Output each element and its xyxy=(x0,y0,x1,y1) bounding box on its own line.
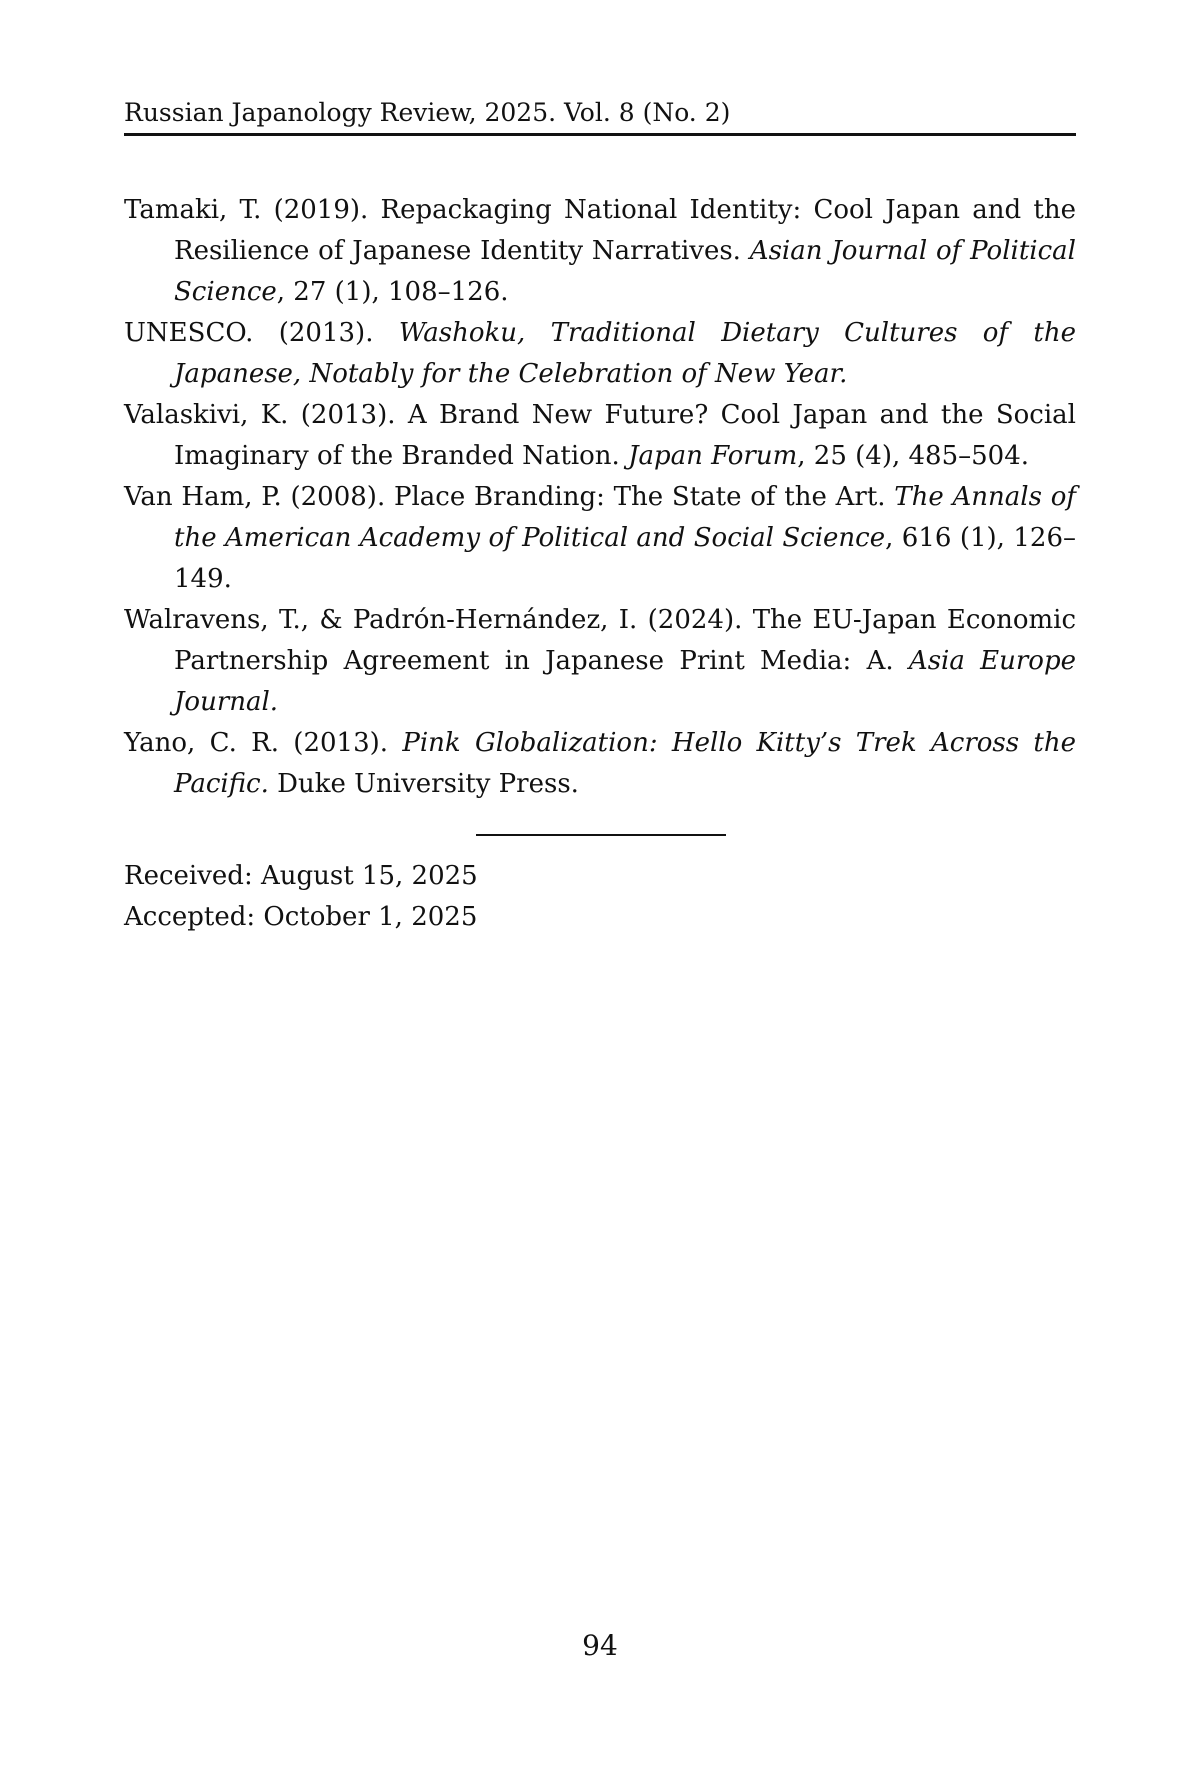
section-divider xyxy=(476,834,726,836)
reference-source: Japan Forum xyxy=(628,441,798,471)
reference-details: Duke University Press. xyxy=(268,769,579,799)
reference-entry xyxy=(124,600,1076,723)
accepted-date: Accepted: October 1, 2025 xyxy=(124,902,478,932)
reference-text: Valaskivi, K. (2013). A Brand New Future? Cool Japan and the Social Imaginary of the Branded Nation. xyxy=(124,400,1076,471)
reference-text: Van Ham, P. (2008). Place Branding: The State of the Art. xyxy=(124,482,895,512)
reference-source: Asia Europe Journal. xyxy=(174,646,1076,717)
reference-details: , 25 (4), 485–504. xyxy=(797,441,1030,471)
running-head: Russian Japanology Review, 2025. Vol. 8 (No. 2) xyxy=(124,96,1076,136)
reference-text: Tamaki, T. (2019). Repackaging National Identity: Cool Japan and the Resilience of Japanese Identity Narratives. xyxy=(124,195,1076,266)
reference-details: , 27 (1), 108–126. xyxy=(276,277,509,307)
reference-list xyxy=(124,190,1076,805)
reference-source: Asian Journal of Political Science xyxy=(174,236,1076,307)
reference-details: , 616 (1), 126–149. xyxy=(174,523,1076,594)
reference-source: The Annals of the American Academy of Political and Social Science xyxy=(174,482,1076,553)
reference-entry xyxy=(124,313,1076,395)
page-number: 94 xyxy=(582,1629,618,1662)
reference-text: Walravens, T., & Padrón-Hernández, I. (2024). The EU-Japan Economic Partnership Agreement in Japanese Print Media: A. xyxy=(124,605,1076,676)
reference-entry xyxy=(124,477,1076,600)
reference-source: Washoku, Traditional Dietary Cultures of the Japanese, Notably for the Celebration of New Year. xyxy=(174,318,1077,389)
received-date: Received: August 15, 2025 xyxy=(124,861,478,891)
reference-text: Yano, C. R. (2013). xyxy=(124,728,403,758)
reference-entry xyxy=(124,723,1076,805)
reference-entry xyxy=(124,395,1076,477)
article-dates xyxy=(124,856,724,938)
reference-entry xyxy=(124,190,1076,313)
reference-text: UNESCO. (2013). xyxy=(124,318,399,348)
reference-source: Pink Globalization: Hello Kitty’s Trek Across the Pacific. xyxy=(174,728,1077,799)
